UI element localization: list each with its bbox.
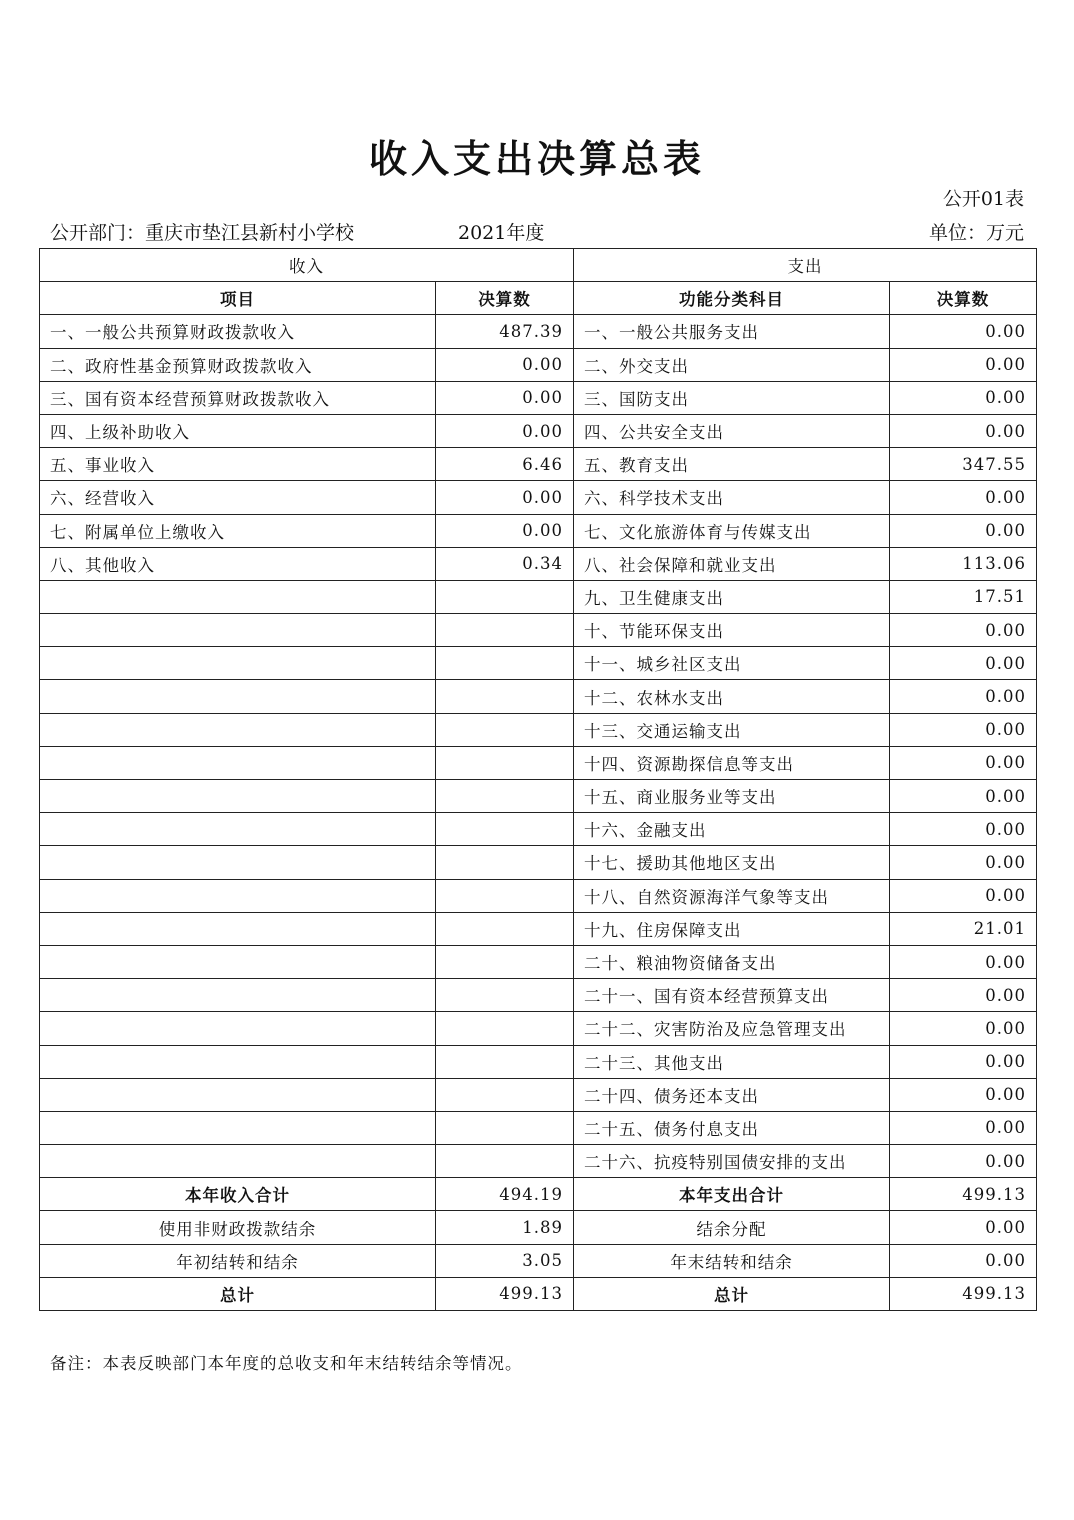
income-item-cell (40, 746, 436, 779)
table-row (40, 713, 1037, 746)
table-row (40, 1078, 1037, 1111)
expense-item-cell: 七、文化旅游体育与传媒支出 (574, 514, 890, 547)
income-amount-cell (436, 614, 574, 647)
department-label: 公开部门：重庆市垫江县新村小学校 (50, 222, 355, 244)
summary-expense-amount: 0.00 (890, 1244, 1037, 1277)
table-row (40, 381, 1037, 414)
section-header-row (40, 249, 1037, 282)
income-amount-cell: 0.00 (436, 414, 574, 447)
summary-income-amount: 3.05 (436, 1244, 574, 1277)
income-item-cell: 一、一般公共预算财政拨款收入 (40, 315, 436, 348)
summary-row (40, 1178, 1037, 1211)
expense-item-cell: 六、科学技术支出 (574, 481, 890, 514)
income-item-cell (40, 945, 436, 978)
expense-amount-cell: 0.00 (890, 813, 1037, 846)
expense-amount-cell: 0.00 (890, 879, 1037, 912)
summary-income-amount: 499.13 (436, 1277, 574, 1310)
expense-amount-cell: 0.00 (890, 481, 1037, 514)
income-amount-cell (436, 846, 574, 879)
expense-item-cell: 二十四、债务还本支出 (574, 1078, 890, 1111)
table-row (40, 647, 1037, 680)
expense-item-cell: 四、公共安全支出 (574, 414, 890, 447)
expense-amount-cell: 0.00 (890, 1111, 1037, 1144)
expense-amount-cell: 0.00 (890, 315, 1037, 348)
table-row (40, 448, 1037, 481)
expense-item-cell: 十九、住房保障支出 (574, 912, 890, 945)
income-amount-cell (436, 780, 574, 813)
expense-item-cell: 十七、援助其他地区支出 (574, 846, 890, 879)
table-row (40, 780, 1037, 813)
income-amount-cell (436, 912, 574, 945)
table-row (40, 580, 1037, 613)
expense-item-header: 功能分类科目 (574, 282, 890, 315)
summary-income-label: 本年收入合计 (40, 1178, 436, 1211)
expense-amount-cell: 0.00 (890, 647, 1037, 680)
summary-income-label: 年初结转和结余 (40, 1244, 436, 1277)
table-row (40, 481, 1037, 514)
summary-expense-amount: 0.00 (890, 1211, 1037, 1244)
table-row (40, 945, 1037, 978)
table-row (40, 315, 1037, 348)
expense-amount-cell: 21.01 (890, 912, 1037, 945)
table-row (40, 1145, 1037, 1178)
income-item-cell (40, 879, 436, 912)
summary-expense-label: 总计 (574, 1277, 890, 1310)
expense-item-cell: 三、国防支出 (574, 381, 890, 414)
expense-item-cell: 十一、城乡社区支出 (574, 647, 890, 680)
expense-item-cell: 十八、自然资源海洋气象等支出 (574, 879, 890, 912)
income-amount-cell: 0.34 (436, 547, 574, 580)
income-amount-cell (436, 713, 574, 746)
income-item-cell: 五、事业收入 (40, 448, 436, 481)
income-item-cell (40, 1078, 436, 1111)
summary-row (40, 1277, 1037, 1310)
table-row (40, 813, 1037, 846)
income-amount-cell: 487.39 (436, 315, 574, 348)
table-row (40, 680, 1037, 713)
income-amount-cell (436, 945, 574, 978)
income-item-cell (40, 780, 436, 813)
income-amount-cell (436, 1078, 574, 1111)
summary-expense-amount: 499.13 (890, 1178, 1037, 1211)
income-amount-cell (436, 1145, 574, 1178)
summary-expense-label: 结余分配 (574, 1211, 890, 1244)
table-row (40, 1111, 1037, 1144)
expense-item-cell: 二十、粮油物资储备支出 (574, 945, 890, 978)
income-item-cell (40, 1012, 436, 1045)
expense-amount-cell: 0.00 (890, 780, 1037, 813)
income-amount-cell (436, 1045, 574, 1078)
expense-amount-cell: 113.06 (890, 547, 1037, 580)
expense-item-cell: 十、节能环保支出 (574, 614, 890, 647)
income-item-cell: 七、附属单位上缴收入 (40, 514, 436, 547)
expense-item-cell: 十三、交通运输支出 (574, 713, 890, 746)
summary-row (40, 1211, 1037, 1244)
income-amount-cell (436, 979, 574, 1012)
summary-row (40, 1244, 1037, 1277)
summary-income-label: 使用非财政拨款结余 (40, 1211, 436, 1244)
expense-item-cell: 二十五、债务付息支出 (574, 1111, 890, 1144)
table-row (40, 1045, 1037, 1078)
expense-amount-cell: 0.00 (890, 1012, 1037, 1045)
income-item-cell: 六、经营收入 (40, 481, 436, 514)
table-row (40, 414, 1037, 447)
income-item-cell: 四、上级补助收入 (40, 414, 436, 447)
expense-amount-cell: 0.00 (890, 348, 1037, 381)
table-row (40, 979, 1037, 1012)
income-item-cell (40, 614, 436, 647)
column-header-row (40, 282, 1037, 315)
expense-amount-cell: 0.00 (890, 945, 1037, 978)
income-item-cell (40, 580, 436, 613)
income-item-cell (40, 979, 436, 1012)
page-title: 收入支出决算总表 (368, 136, 705, 181)
revenue-expense-table (39, 248, 1037, 1311)
summary-expense-label: 本年支出合计 (574, 1178, 890, 1211)
income-amount-cell (436, 879, 574, 912)
income-item-cell: 八、其他收入 (40, 547, 436, 580)
summary-income-amount: 494.19 (436, 1178, 574, 1211)
table-row (40, 547, 1037, 580)
unit-label: 单位：万元 (928, 222, 1024, 244)
income-amount-cell (436, 1111, 574, 1144)
income-section-header: 收入 (40, 249, 574, 282)
expense-item-cell: 八、社会保障和就业支出 (574, 547, 890, 580)
income-item-cell (40, 647, 436, 680)
income-amount-cell (436, 580, 574, 613)
income-item-cell (40, 1045, 436, 1078)
table-row (40, 614, 1037, 647)
income-amount-cell: 0.00 (436, 381, 574, 414)
table-number: 公开01表 (942, 188, 1024, 210)
summary-income-label: 总计 (40, 1277, 436, 1310)
table-row (40, 746, 1037, 779)
expense-amount-header: 决算数 (890, 282, 1037, 315)
income-item-cell (40, 813, 436, 846)
income-item-cell: 三、国有资本经营预算财政拨款收入 (40, 381, 436, 414)
expense-amount-cell: 0.00 (890, 514, 1037, 547)
expense-amount-cell: 0.00 (890, 614, 1037, 647)
expense-item-cell: 二十六、抗疫特别国债安排的支出 (574, 1145, 890, 1178)
expense-amount-cell: 0.00 (890, 680, 1037, 713)
income-item-cell (40, 846, 436, 879)
expense-item-cell: 二、外交支出 (574, 348, 890, 381)
expense-item-cell: 二十一、国有资本经营预算支出 (574, 979, 890, 1012)
expense-amount-cell: 347.55 (890, 448, 1037, 481)
expense-amount-cell: 0.00 (890, 746, 1037, 779)
income-item-header: 项目 (40, 282, 436, 315)
income-amount-cell (436, 1012, 574, 1045)
expense-item-cell: 一、一般公共服务支出 (574, 315, 890, 348)
income-amount-header: 决算数 (436, 282, 574, 315)
expense-item-cell: 二十三、其他支出 (574, 1045, 890, 1078)
expense-amount-cell: 0.00 (890, 713, 1037, 746)
expense-amount-cell: 0.00 (890, 1145, 1037, 1178)
table-body (40, 315, 1037, 1311)
expense-item-cell: 十五、商业服务业等支出 (574, 780, 890, 813)
summary-expense-amount: 499.13 (890, 1277, 1037, 1310)
expense-amount-cell: 0.00 (890, 381, 1037, 414)
expense-item-cell: 二十二、灾害防治及应急管理支出 (574, 1012, 890, 1045)
income-amount-cell: 0.00 (436, 348, 574, 381)
table-row (40, 846, 1037, 879)
summary-income-amount: 1.89 (436, 1211, 574, 1244)
table-row (40, 514, 1037, 547)
expense-item-cell: 五、教育支出 (574, 448, 890, 481)
income-item-cell (40, 713, 436, 746)
fiscal-year: 2021年度 (458, 222, 545, 244)
expense-item-cell: 十二、农林水支出 (574, 680, 890, 713)
footnote: 备注：本表反映部门本年度的总收支和年末结转结余等情况。 (50, 1354, 523, 1373)
income-item-cell (40, 680, 436, 713)
income-amount-cell: 0.00 (436, 481, 574, 514)
expense-amount-cell: 0.00 (890, 414, 1037, 447)
income-item-cell (40, 912, 436, 945)
expense-amount-cell: 0.00 (890, 1045, 1037, 1078)
expense-item-cell: 十六、金融支出 (574, 813, 890, 846)
expense-amount-cell: 17.51 (890, 580, 1037, 613)
expense-amount-cell: 0.00 (890, 1078, 1037, 1111)
income-item-cell (40, 1145, 436, 1178)
table-row (40, 912, 1037, 945)
expense-item-cell: 十四、资源勘探信息等支出 (574, 746, 890, 779)
income-amount-cell: 6.46 (436, 448, 574, 481)
income-amount-cell (436, 680, 574, 713)
table-row (40, 348, 1037, 381)
income-amount-cell (436, 813, 574, 846)
income-item-cell (40, 1111, 436, 1144)
income-amount-cell (436, 647, 574, 680)
expense-amount-cell: 0.00 (890, 979, 1037, 1012)
table-row (40, 879, 1037, 912)
table-row (40, 1012, 1037, 1045)
expense-item-cell: 九、卫生健康支出 (574, 580, 890, 613)
income-item-cell: 二、政府性基金预算财政拨款收入 (40, 348, 436, 381)
expense-section-header: 支出 (574, 249, 1037, 282)
expense-amount-cell: 0.00 (890, 846, 1037, 879)
income-amount-cell (436, 746, 574, 779)
summary-expense-label: 年末结转和结余 (574, 1244, 890, 1277)
income-amount-cell: 0.00 (436, 514, 574, 547)
